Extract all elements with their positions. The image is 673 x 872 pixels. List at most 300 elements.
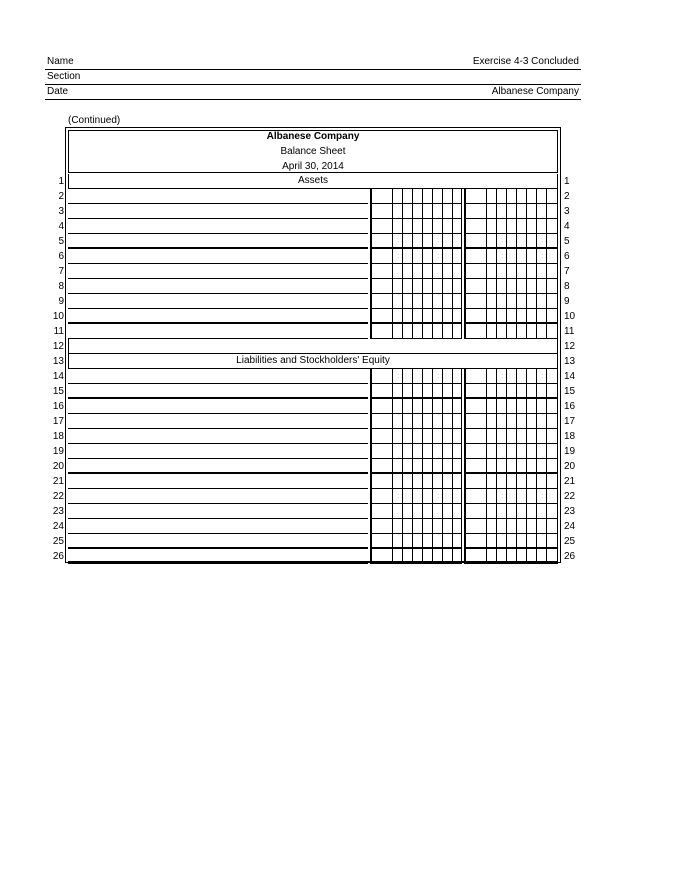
- amount-cell-divider: [506, 429, 507, 443]
- worksheet-row: [68, 369, 558, 384]
- amount-cell-divider: [402, 234, 403, 247]
- description-cell[interactable]: [68, 444, 368, 459]
- amount-cell-divider: [526, 324, 527, 338]
- amount-cell-divider: [442, 444, 443, 458]
- amount-cell-divider: [506, 474, 507, 488]
- amount-cell-divider: [392, 414, 393, 428]
- amount-cell-divider: [536, 369, 537, 383]
- amount-cell-divider: [442, 219, 443, 233]
- row-number-right: 20: [564, 461, 576, 472]
- amount-cell-divider: [442, 234, 443, 247]
- amount-cell-divider: [536, 399, 537, 413]
- amount-cell-divider: [536, 489, 537, 503]
- amount-cell-divider: [486, 534, 487, 547]
- amount-cell-divider: [516, 234, 517, 247]
- amount-cell-divider: [412, 399, 413, 413]
- description-cell[interactable]: [68, 324, 368, 339]
- amount-cell-divider: [412, 504, 413, 518]
- amount-column[interactable]: [370, 279, 462, 294]
- amount-cell-divider: [422, 384, 423, 397]
- continued-label: (Continued): [68, 115, 121, 126]
- amount-cell-divider: [536, 444, 537, 458]
- amount-cell-divider: [402, 519, 403, 533]
- amount-cell-divider: [536, 309, 537, 322]
- amount-cell-divider: [442, 204, 443, 218]
- amount-cell-divider: [546, 249, 547, 263]
- amount-cell-divider: [392, 249, 393, 263]
- description-cell[interactable]: [68, 294, 368, 309]
- amount-column[interactable]: [464, 384, 558, 399]
- section-line[interactable]: [45, 69, 581, 85]
- amount-cell-divider: [432, 519, 433, 533]
- amount-cell-divider: [536, 264, 537, 278]
- amount-cell-divider: [496, 294, 497, 308]
- amount-cell-divider: [506, 369, 507, 383]
- amount-cell-divider: [402, 414, 403, 428]
- amount-cell-divider: [452, 249, 453, 263]
- amount-cell-divider: [536, 504, 537, 518]
- amount-cell-divider: [392, 534, 393, 547]
- row-number-right: 11: [564, 326, 575, 337]
- amount-cell-divider: [432, 204, 433, 218]
- amount-cell-divider: [402, 219, 403, 233]
- amount-column[interactable]: [464, 264, 558, 279]
- amount-cell-divider: [412, 534, 413, 547]
- amount-cell-divider: [496, 219, 497, 233]
- amount-cell-divider: [432, 534, 433, 547]
- amount-column[interactable]: [370, 399, 462, 414]
- amount-cell-divider: [496, 414, 497, 428]
- amount-column[interactable]: [370, 519, 462, 534]
- amount-cell-divider: [546, 189, 547, 203]
- amount-column[interactable]: [370, 369, 462, 384]
- amount-cell-divider: [392, 279, 393, 293]
- worksheet-row: [68, 294, 558, 309]
- amount-column[interactable]: [370, 204, 462, 219]
- description-cell[interactable]: [68, 264, 368, 279]
- row-number-right: 19: [564, 446, 576, 457]
- amount-cell-divider: [536, 219, 537, 233]
- description-cell[interactable]: [68, 474, 368, 489]
- amount-cell-divider: [496, 324, 497, 338]
- amount-cell-divider: [546, 414, 547, 428]
- amount-cell-divider: [486, 459, 487, 472]
- amount-cell-divider: [432, 234, 433, 247]
- amount-column[interactable]: [370, 444, 462, 459]
- amount-cell-divider: [536, 474, 537, 488]
- amount-cell-divider: [392, 264, 393, 278]
- amount-cell-divider: [506, 459, 507, 472]
- amount-cell-divider: [452, 369, 453, 383]
- amount-cell-divider: [536, 249, 537, 263]
- amount-column[interactable]: [464, 534, 558, 549]
- amount-column[interactable]: [370, 534, 462, 549]
- row-number-right: 14: [564, 371, 576, 382]
- amount-cell-divider: [432, 504, 433, 518]
- amount-cell-divider: [392, 324, 393, 338]
- description-cell[interactable]: [68, 399, 368, 414]
- row-number-left: 14: [52, 371, 64, 382]
- amount-column[interactable]: [464, 309, 558, 324]
- amount-cell-divider: [516, 444, 517, 458]
- amount-cell-divider: [506, 234, 507, 247]
- amount-cell-divider: [486, 279, 487, 293]
- amount-column[interactable]: [464, 204, 558, 219]
- amount-column[interactable]: [464, 249, 558, 264]
- row-number-left: 17: [52, 416, 64, 427]
- amount-cell-divider: [402, 279, 403, 293]
- amount-cell-divider: [432, 219, 433, 233]
- amount-cell-divider: [486, 219, 487, 233]
- amount-cell-divider: [536, 294, 537, 308]
- description-cell[interactable]: [68, 249, 368, 264]
- row-number-left: 2: [58, 191, 64, 202]
- amount-cell-divider: [546, 519, 547, 533]
- amount-cell-divider: [486, 384, 487, 397]
- amount-cell-divider: [442, 489, 443, 503]
- amount-cell-divider: [526, 444, 527, 458]
- row-number-right: 15: [564, 386, 576, 397]
- amount-cell-divider: [516, 504, 517, 518]
- description-cell[interactable]: [68, 234, 368, 249]
- amount-cell-divider: [536, 324, 537, 338]
- amount-column[interactable]: [464, 219, 558, 234]
- amount-column[interactable]: [370, 429, 462, 444]
- header-company-label: Albanese Company: [491, 86, 579, 97]
- row-number-right: 3: [564, 206, 570, 217]
- amount-column[interactable]: [464, 489, 558, 504]
- amount-column[interactable]: [464, 189, 558, 204]
- name-line[interactable]: [45, 54, 581, 70]
- amount-cell-divider: [546, 399, 547, 413]
- amount-cell-divider: [546, 324, 547, 338]
- amount-column[interactable]: [370, 189, 462, 204]
- row-number-left: 7: [58, 266, 64, 277]
- amount-cell-divider: [486, 264, 487, 278]
- amount-cell-divider: [412, 294, 413, 308]
- amount-cell-divider: [536, 204, 537, 218]
- row-number-left: 13: [52, 356, 64, 367]
- amount-column[interactable]: [370, 324, 462, 339]
- amount-cell-divider: [452, 219, 453, 233]
- amount-cell-divider: [496, 504, 497, 518]
- amount-cell-divider: [486, 309, 487, 322]
- row-number-left: 10: [52, 311, 64, 322]
- amount-cell-divider: [442, 504, 443, 518]
- amount-cell-divider: [452, 504, 453, 518]
- date-label: Date: [47, 86, 69, 97]
- amount-cell-divider: [486, 234, 487, 247]
- description-cell[interactable]: [68, 429, 368, 444]
- amount-cell-divider: [432, 489, 433, 503]
- worksheet-row: [68, 414, 558, 429]
- amount-column[interactable]: [464, 399, 558, 414]
- amount-cell-divider: [536, 279, 537, 293]
- worksheet-row: [68, 219, 558, 234]
- amount-cell-divider: [452, 489, 453, 503]
- amount-cell-divider: [422, 399, 423, 413]
- amount-column[interactable]: [464, 519, 558, 534]
- amount-cell-divider: [432, 459, 433, 472]
- amount-cell-divider: [432, 279, 433, 293]
- exercise-label: Exercise 4-3 Concluded: [472, 56, 579, 67]
- description-cell[interactable]: [68, 519, 368, 534]
- description-cell[interactable]: [68, 189, 368, 204]
- amount-column[interactable]: [464, 474, 558, 489]
- amount-cell-divider: [442, 534, 443, 547]
- amount-cell-divider: [452, 309, 453, 322]
- amount-cell-divider: [486, 519, 487, 533]
- description-cell[interactable]: [68, 414, 368, 429]
- amount-cell-divider: [452, 444, 453, 458]
- amount-column[interactable]: [464, 504, 558, 519]
- row-number-left: 15: [52, 386, 64, 397]
- amount-cell-divider: [432, 399, 433, 413]
- amount-cell-divider: [496, 249, 497, 263]
- amount-column[interactable]: [464, 429, 558, 444]
- amount-column[interactable]: [370, 219, 462, 234]
- amount-cell-divider: [402, 324, 403, 338]
- amount-cell-divider: [526, 219, 527, 233]
- amount-cell-divider: [526, 474, 527, 488]
- amount-cell-divider: [496, 384, 497, 397]
- row-number-left: 11: [53, 326, 64, 337]
- amount-column[interactable]: [370, 504, 462, 519]
- amount-column[interactable]: [464, 459, 558, 474]
- row-number-left: 20: [52, 461, 64, 472]
- amount-cell-divider: [392, 504, 393, 518]
- amount-cell-divider: [412, 189, 413, 203]
- amount-column[interactable]: [370, 414, 462, 429]
- amount-cell-divider: [442, 324, 443, 338]
- amount-cell-divider: [516, 264, 517, 278]
- row-number-right: 2: [564, 191, 570, 202]
- description-cell[interactable]: [68, 459, 368, 474]
- amount-column[interactable]: [464, 444, 558, 459]
- amount-cell-divider: [496, 459, 497, 472]
- row-number-right: 16: [564, 401, 576, 412]
- amount-cell-divider: [442, 294, 443, 308]
- amount-cell-divider: [526, 369, 527, 383]
- row-number-right: 6: [564, 251, 570, 262]
- amount-cell-divider: [536, 414, 537, 428]
- amount-cell-divider: [412, 249, 413, 263]
- amount-cell-divider: [496, 264, 497, 278]
- amount-cell-divider: [516, 324, 517, 338]
- amount-cell-divider: [506, 309, 507, 322]
- amount-column[interactable]: [370, 234, 462, 249]
- amount-cell-divider: [546, 219, 547, 233]
- amount-cell-divider: [516, 279, 517, 293]
- amount-cell-divider: [442, 429, 443, 443]
- amount-cell-divider: [546, 234, 547, 247]
- amount-cell-divider: [392, 399, 393, 413]
- amount-cell-divider: [432, 189, 433, 203]
- amount-cell-divider: [422, 519, 423, 533]
- amount-cell-divider: [496, 369, 497, 383]
- amount-cell-divider: [506, 444, 507, 458]
- amount-cell-divider: [516, 294, 517, 308]
- amount-column[interactable]: [464, 294, 558, 309]
- amount-cell-divider: [422, 309, 423, 322]
- amount-cell-divider: [536, 459, 537, 472]
- amount-cell-divider: [452, 459, 453, 472]
- row-number-left: 4: [58, 221, 64, 232]
- amount-cell-divider: [412, 279, 413, 293]
- amount-cell-divider: [486, 474, 487, 488]
- amount-cell-divider: [422, 429, 423, 443]
- row-number-right: 4: [564, 221, 570, 232]
- amount-column[interactable]: [464, 234, 558, 249]
- amount-cell-divider: [506, 294, 507, 308]
- amount-cell-divider: [442, 384, 443, 397]
- amount-cell-divider: [506, 414, 507, 428]
- amount-cell-divider: [422, 294, 423, 308]
- worksheet-row: [68, 354, 558, 369]
- amount-cell-divider: [516, 414, 517, 428]
- amount-cell-divider: [452, 279, 453, 293]
- amount-column[interactable]: [464, 279, 558, 294]
- amount-cell-divider: [536, 189, 537, 203]
- amount-cell-divider: [506, 204, 507, 218]
- amount-cell-divider: [432, 414, 433, 428]
- amount-cell-divider: [392, 309, 393, 322]
- amount-cell-divider: [526, 534, 527, 547]
- amount-cell-divider: [452, 204, 453, 218]
- amount-cell-divider: [412, 414, 413, 428]
- amount-cell-divider: [496, 519, 497, 533]
- amount-cell-divider: [402, 459, 403, 472]
- amount-cell-divider: [526, 189, 527, 203]
- row-number-left: 3: [58, 206, 64, 217]
- amount-cell-divider: [392, 234, 393, 247]
- amount-cell-divider: [422, 204, 423, 218]
- amount-cell-divider: [496, 444, 497, 458]
- description-cell[interactable]: [68, 384, 368, 399]
- worksheet-row: [68, 339, 558, 354]
- section-heading: Liabilities and Stockholders' Equity: [68, 354, 558, 369]
- amount-cell-divider: [516, 459, 517, 472]
- amount-cell-divider: [442, 264, 443, 278]
- amount-cell-divider: [506, 534, 507, 547]
- amount-cell-divider: [412, 519, 413, 533]
- amount-cell-divider: [422, 369, 423, 383]
- blank-row[interactable]: [68, 339, 558, 354]
- amount-cell-divider: [432, 429, 433, 443]
- amount-cell-divider: [402, 249, 403, 263]
- amount-column[interactable]: [370, 474, 462, 489]
- amount-cell-divider: [516, 189, 517, 203]
- amount-cell-divider: [516, 204, 517, 218]
- description-cell[interactable]: [68, 504, 368, 519]
- form-bottom-border: [68, 561, 558, 562]
- amount-cell-divider: [392, 294, 393, 308]
- amount-cell-divider: [516, 489, 517, 503]
- amount-cell-divider: [506, 264, 507, 278]
- amount-cell-divider: [452, 429, 453, 443]
- amount-cell-divider: [546, 369, 547, 383]
- amount-cell-divider: [486, 204, 487, 218]
- worksheet-row: [68, 249, 558, 264]
- amount-cell-divider: [432, 309, 433, 322]
- amount-cell-divider: [486, 189, 487, 203]
- row-number-left: 23: [52, 506, 64, 517]
- description-cell[interactable]: [68, 309, 368, 324]
- amount-cell-divider: [526, 249, 527, 263]
- row-number-left: 25: [52, 536, 64, 547]
- amount-cell-divider: [422, 219, 423, 233]
- row-number-right: 24: [564, 521, 576, 532]
- amount-column[interactable]: [464, 369, 558, 384]
- amount-cell-divider: [392, 204, 393, 218]
- amount-cell-divider: [442, 279, 443, 293]
- amount-cell-divider: [442, 399, 443, 413]
- amount-cell-divider: [546, 504, 547, 518]
- amount-column[interactable]: [370, 489, 462, 504]
- description-cell[interactable]: [68, 534, 368, 549]
- worksheet-row: [68, 519, 558, 534]
- amount-cell-divider: [546, 459, 547, 472]
- amount-cell-divider: [452, 234, 453, 247]
- date-line[interactable]: [45, 84, 581, 100]
- amount-cell-divider: [496, 204, 497, 218]
- amount-cell-divider: [506, 219, 507, 233]
- amount-cell-divider: [452, 384, 453, 397]
- description-cell[interactable]: [68, 219, 368, 234]
- amount-cell-divider: [536, 429, 537, 443]
- amount-cell-divider: [452, 474, 453, 488]
- amount-cell-divider: [526, 489, 527, 503]
- row-number-left: 26: [52, 551, 64, 562]
- amount-cell-divider: [526, 264, 527, 278]
- description-cell[interactable]: [68, 489, 368, 504]
- amount-cell-divider: [506, 189, 507, 203]
- amount-cell-divider: [422, 189, 423, 203]
- amount-cell-divider: [402, 534, 403, 547]
- worksheet-row: [68, 279, 558, 294]
- amount-cell-divider: [412, 309, 413, 322]
- amount-column[interactable]: [370, 249, 462, 264]
- description-cell[interactable]: [68, 279, 368, 294]
- description-cell[interactable]: [68, 369, 368, 384]
- amount-cell-divider: [402, 309, 403, 322]
- amount-cell-divider: [506, 324, 507, 338]
- amount-column[interactable]: [370, 264, 462, 279]
- amount-column[interactable]: [370, 294, 462, 309]
- amount-cell-divider: [442, 309, 443, 322]
- amount-column[interactable]: [370, 459, 462, 474]
- amount-cell-divider: [422, 444, 423, 458]
- amount-cell-divider: [496, 534, 497, 547]
- amount-cell-divider: [526, 519, 527, 533]
- amount-column[interactable]: [464, 414, 558, 429]
- amount-cell-divider: [442, 519, 443, 533]
- amount-cell-divider: [402, 444, 403, 458]
- amount-cell-divider: [526, 429, 527, 443]
- amount-cell-divider: [402, 384, 403, 397]
- amount-cell-divider: [432, 474, 433, 488]
- amount-cell-divider: [546, 279, 547, 293]
- amount-column[interactable]: [464, 324, 558, 339]
- amount-cell-divider: [412, 429, 413, 443]
- amount-cell-divider: [422, 474, 423, 488]
- amount-column[interactable]: [370, 309, 462, 324]
- amount-cell-divider: [516, 519, 517, 533]
- amount-cell-divider: [392, 444, 393, 458]
- description-cell[interactable]: [68, 204, 368, 219]
- amount-column[interactable]: [370, 384, 462, 399]
- amount-cell-divider: [486, 369, 487, 383]
